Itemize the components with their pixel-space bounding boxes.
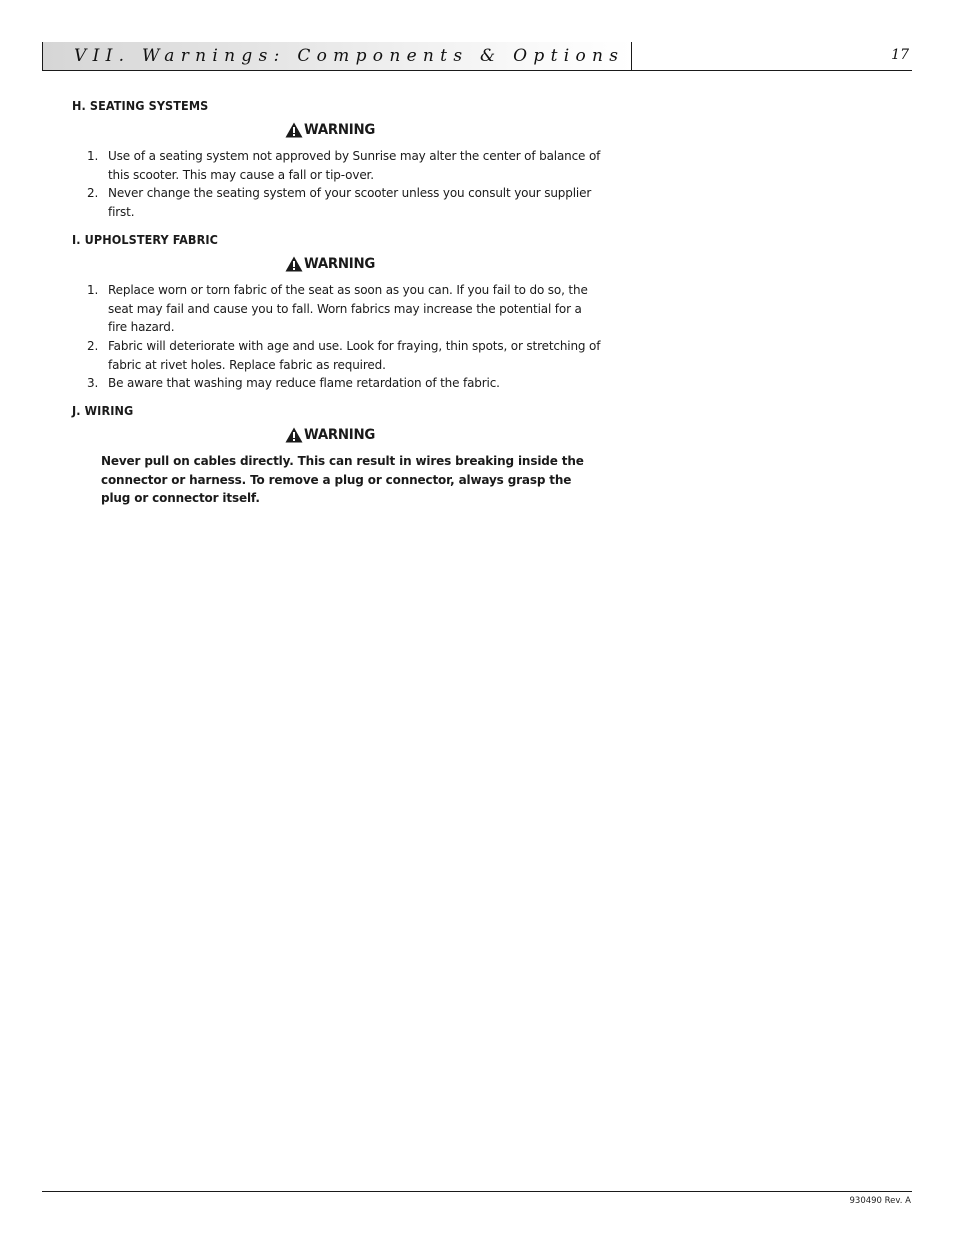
warning-banner [285,119,602,141]
wiring-warning-text: Never pull on cables directly. This can result in wires breaking inside the connector or harness. To remove a plug or connector, always grasp the plug or connector itself. [101,454,584,506]
footer-rule [42,1191,912,1192]
item-text: Use of a seating system not approved by Sunrise may alter the center of balance of this scooter. This may cause a fall or tip-over. [108,149,601,182]
warning-list [72,281,602,393]
warning-banner [285,424,602,446]
header-rule [42,70,912,71]
warning-label: WARNING [304,122,376,138]
warning-triangle-icon [285,256,303,272]
section-heading: I. UPHOLSTERY FABRIC [72,231,218,247]
item-text: Never change the seating system of your scooter unless you consult your supplier first. [108,186,592,220]
warning-triangle-icon [285,122,303,138]
item-number: 2. [87,338,99,353]
item-number: 1. [87,149,99,163]
header-divider [631,42,632,71]
chapter-title: VII. Warnings: Components & Options [74,46,625,66]
warning-triangle-icon [285,427,303,443]
page-header [42,42,912,71]
list-item [72,281,604,337]
warning-label: WARNING [304,255,376,272]
item-text: Replace worn or torn fabric of the seat as soon as you can. If you fail to do so, the seat may fail and cause you to fall. Worn fabrics may increase the potential for a fire hazard. [108,282,588,335]
item-number: 2. [87,186,99,201]
section-heading: J. WIRING [72,403,134,419]
item-number: 1. [87,282,99,297]
list-item [72,184,604,221]
item-number: 3. [87,376,99,391]
section-heading: H. SEATING SYSTEMS [72,98,209,113]
warning-list [72,147,602,222]
section-seating-systems [72,97,602,222]
page-content [72,97,602,508]
document-number: 930490 Rev. A [849,1196,911,1206]
list-item [72,147,604,184]
list-item [72,374,604,393]
item-text: Fabric will deteriorate with age and use. Look for fraying, thin spots, or stretching of fabric at rivet holes. Replace fabric as required. [108,338,601,372]
page-number: 17 [891,47,909,63]
item-text: Be aware that washing may reduce flame retardation of the fabric. [108,376,500,391]
list-item [72,337,604,374]
warning-banner [285,253,602,275]
section-upholstery-fabric [72,231,602,393]
warning-label: WARNING [304,427,376,444]
section-wiring [72,402,602,508]
